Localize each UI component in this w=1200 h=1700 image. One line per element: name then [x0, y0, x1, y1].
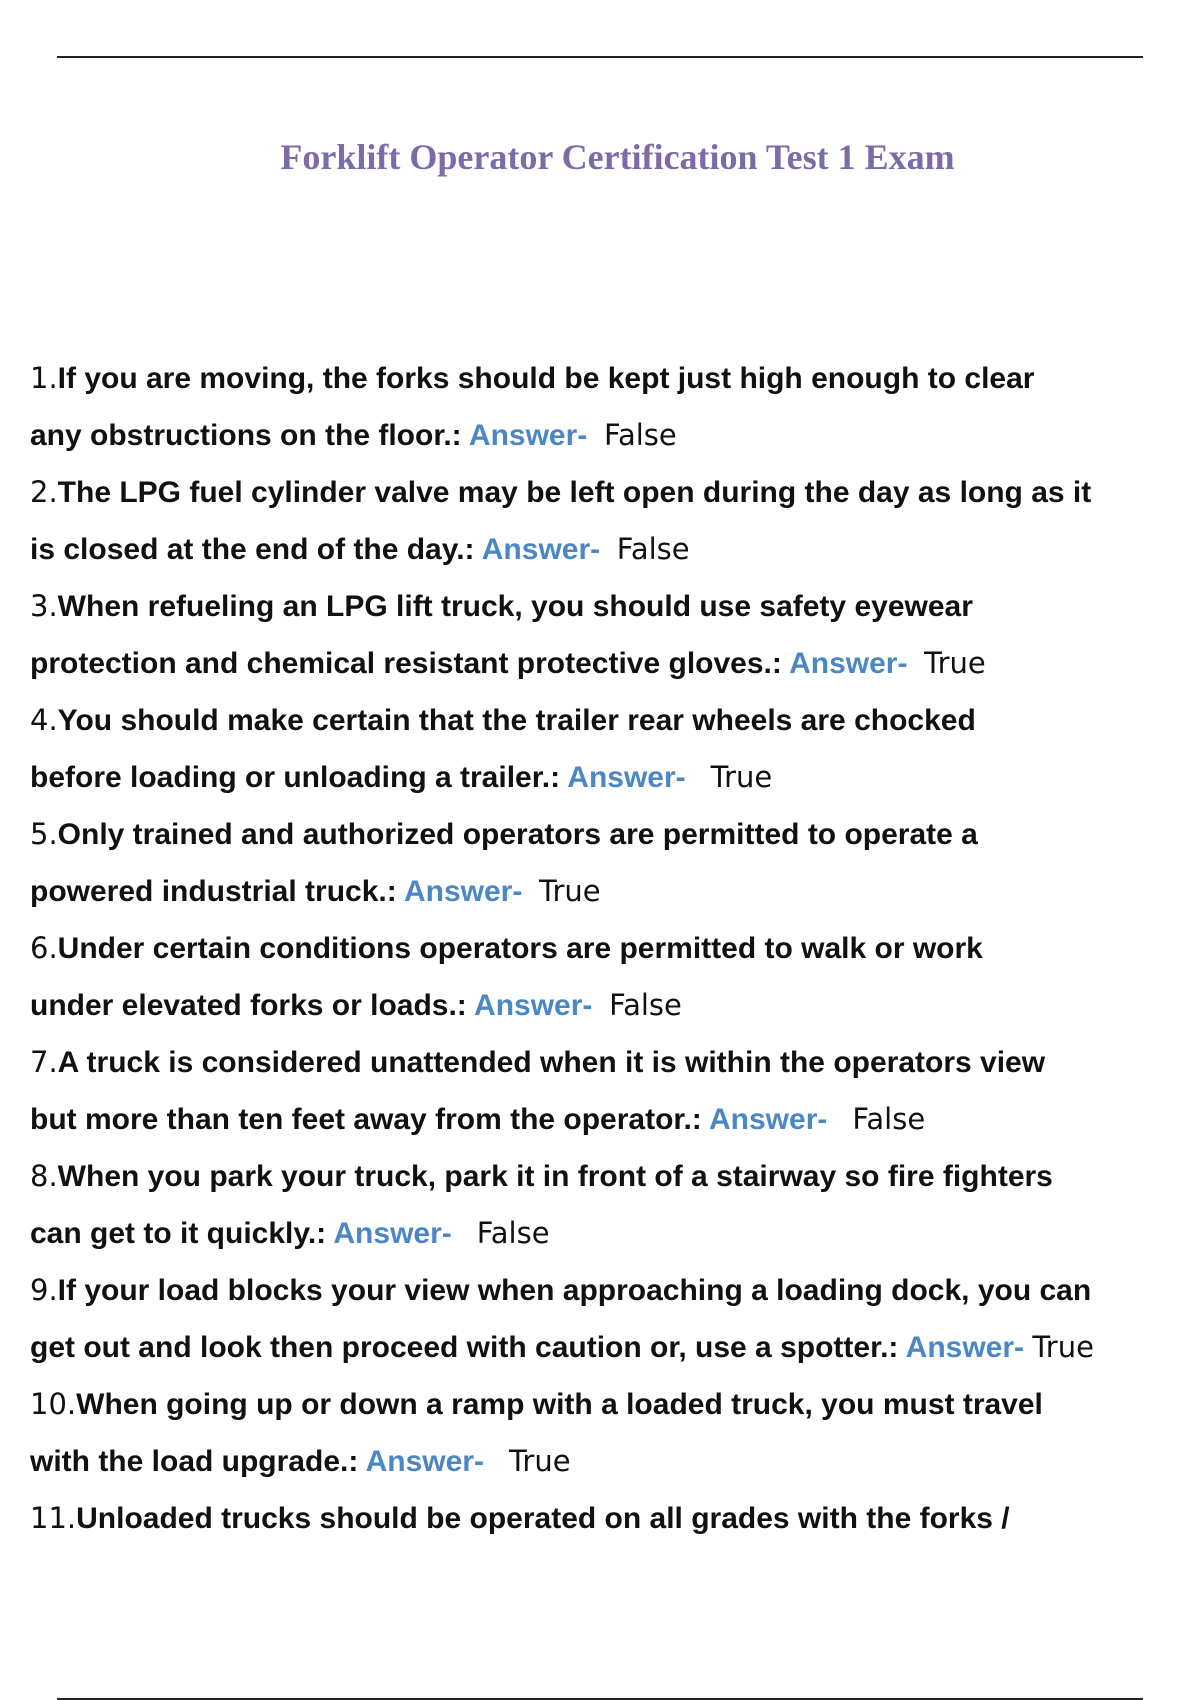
question-text: You should make certain that the trailer rear wheels are chocked	[57, 704, 976, 737]
question-item	[30, 350, 1195, 464]
question-line-1	[30, 1376, 1195, 1433]
question-number: 8.	[30, 1159, 58, 1193]
question-number: 3.	[30, 589, 58, 623]
question-number: 5.	[30, 817, 58, 851]
question-line-2	[30, 863, 1195, 920]
question-item	[30, 920, 1195, 1034]
question-item	[30, 578, 1195, 692]
question-item	[30, 1034, 1195, 1148]
question-line-1	[30, 1148, 1195, 1205]
page-title: Forklift Operator Certification Test 1 Exam	[280, 137, 955, 177]
question-line-2	[30, 1319, 1195, 1376]
question-text: If your load blocks your view when approaching a loading dock, you can	[57, 1274, 1092, 1307]
question-item	[30, 1490, 1195, 1547]
answer-value: True	[710, 760, 773, 794]
question-line-2	[30, 407, 1195, 464]
question-line-1	[30, 1034, 1195, 1091]
question-line-1	[30, 578, 1195, 635]
question-line-2	[30, 1433, 1195, 1490]
answer-label: Answer-	[709, 1103, 828, 1136]
question-line-2	[30, 521, 1195, 578]
question-line-1	[30, 692, 1195, 749]
question-number: 1.	[30, 361, 58, 395]
question-text: can get to it quickly.:	[30, 1217, 327, 1250]
question-text: with the load upgrade.:	[30, 1445, 359, 1478]
question-text: A truck is considered unattended when it is within the operators view	[57, 1046, 1046, 1079]
question-text: under elevated forks or loads.:	[30, 989, 467, 1022]
question-number: 10.	[30, 1387, 77, 1421]
question-item	[30, 692, 1195, 806]
question-text: protection and chemical resistant protective gloves.:	[30, 647, 782, 680]
question-item	[30, 1376, 1195, 1490]
question-text: powered industrial truck.:	[30, 875, 397, 908]
answer-label: Answer-	[365, 1445, 484, 1478]
question-text: Under certain conditions operators are permitted to walk or work	[57, 932, 983, 965]
question-line-1	[30, 806, 1195, 863]
question-line-1	[30, 1490, 1195, 1547]
question-text: Unloaded trucks should be operated on all grades with the forks /	[76, 1502, 1010, 1535]
question-number: 11.	[30, 1501, 77, 1535]
question-number: 4.	[30, 703, 58, 737]
answer-label: Answer-	[474, 989, 593, 1022]
question-text: is closed at the end of the day.:	[30, 533, 475, 566]
answer-value: True	[924, 646, 986, 680]
question-number: 6.	[30, 931, 58, 965]
answer-label: Answer-	[403, 875, 523, 908]
question-item	[30, 464, 1195, 578]
answer-value: True	[508, 1444, 571, 1478]
question-number: 7.	[30, 1045, 58, 1079]
question-item	[30, 1262, 1195, 1376]
question-text: any obstructions on the floor.:	[30, 419, 462, 452]
question-text: The LPG fuel cylinder valve may be left open during the day as long as it	[57, 476, 1092, 509]
question-number: 2.	[30, 475, 58, 509]
answer-value: True	[539, 874, 601, 908]
question-text: get out and look then proceed with caution or, use a spotter.:	[30, 1331, 899, 1364]
question-text: before loading or unloading a trailer.:	[30, 761, 561, 794]
question-line-2	[30, 977, 1195, 1034]
answer-value: False	[852, 1102, 926, 1136]
question-line-1	[30, 464, 1195, 521]
answer-label: Answer-	[333, 1217, 452, 1250]
question-list	[30, 350, 1195, 1547]
answer-value: False	[616, 532, 690, 566]
answer-value: True	[1032, 1330, 1094, 1364]
question-text: When refueling an LPG lift truck, you should use safety eyewear	[57, 590, 973, 623]
question-item	[30, 806, 1195, 920]
question-line-1	[30, 1262, 1195, 1319]
question-line-2	[30, 635, 1195, 692]
question-line-2	[30, 1091, 1195, 1148]
answer-label: Answer-	[481, 533, 601, 566]
question-text: Only trained and authorized operators are permitted to operate a	[57, 818, 978, 851]
question-item	[30, 1148, 1195, 1262]
answer-label: Answer-	[567, 761, 686, 794]
top-rule	[57, 56, 1143, 58]
question-line-2	[30, 749, 1195, 806]
answer-label: Answer-	[905, 1331, 1025, 1364]
answer-value: False	[609, 988, 682, 1022]
answer-label: Answer-	[789, 647, 908, 680]
answer-value: False	[603, 418, 677, 452]
answer-label: Answer-	[468, 419, 588, 452]
question-line-1	[30, 350, 1195, 407]
question-text: When going up or down a ramp with a loaded truck, you must travel	[76, 1388, 1043, 1421]
question-line-2	[30, 1205, 1195, 1262]
answer-value: False	[476, 1216, 550, 1250]
question-text: When you park your truck, park it in front of a stairway so fire fighters	[57, 1160, 1053, 1193]
question-line-1	[30, 920, 1195, 977]
question-text: but more than ten feet away from the operator.:	[30, 1103, 702, 1136]
question-text: If you are moving, the forks should be kept just high enough to clear	[57, 362, 1035, 395]
question-number: 9.	[30, 1273, 58, 1307]
